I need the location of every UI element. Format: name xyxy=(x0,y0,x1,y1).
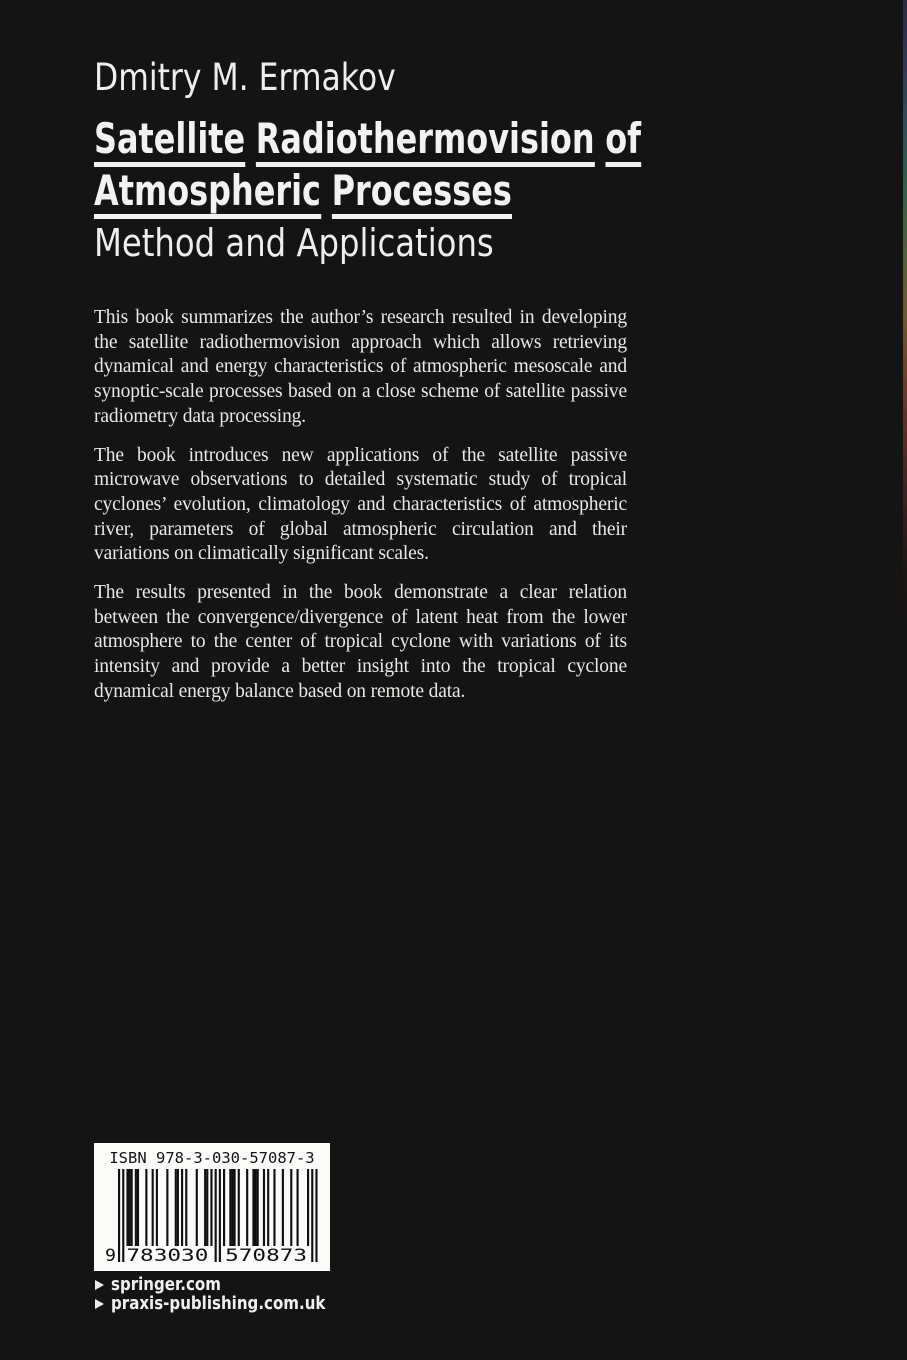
blurb-paragraph-2: The book introduces new applications of the satellite passive microwave observations to detailed systematic study of tropical cyclones’ evolution, climatology and characteristics of atmospheric river, parameters of global atmospheric circulation and their variations on climatically significant scales. xyxy=(94,444,627,565)
svg-text:9: 9 xyxy=(105,1246,116,1265)
publisher-link-praxis xyxy=(95,1294,360,1313)
title-line-2 xyxy=(94,166,652,218)
title-word: Satellite xyxy=(94,116,245,167)
publisher-link-label: springer.com xyxy=(111,1274,221,1295)
back-cover-blurb xyxy=(94,306,627,719)
barcode-bars xyxy=(104,1169,320,1265)
title-word: of xyxy=(605,116,641,167)
isbn-barcode-box xyxy=(94,1143,330,1271)
title-word: Atmospheric xyxy=(94,168,321,219)
svg-text:570873: 570873 xyxy=(225,1246,308,1265)
blurb-paragraph-1: This book summarizes the author’s research resulted in developing the satellite radiothermovision approach which allows retrieving dynamical and energy characteristics of atmospheric mesoscale and synoptic-scale processes based on a close scheme of satellite passive radiometry data processing. xyxy=(94,307,627,427)
book-title xyxy=(94,114,652,218)
arrow-icon xyxy=(95,1299,104,1309)
author-name: Dmitry M. Ermakov xyxy=(94,56,396,99)
publisher-link-springer xyxy=(95,1275,360,1294)
title-line-1 xyxy=(94,114,652,166)
arrow-icon xyxy=(95,1280,104,1290)
title-word: Processes xyxy=(332,168,512,219)
edge-color-strip xyxy=(903,0,907,640)
svg-text:783030: 783030 xyxy=(126,1246,209,1265)
publisher-links xyxy=(95,1275,360,1313)
isbn-label: ISBN 978-3-030-57087-3 xyxy=(109,1149,315,1167)
book-subtitle: Method and Applications xyxy=(94,221,494,265)
title-word: Radiothermovision xyxy=(256,116,595,167)
publisher-link-label: praxis-publishing.com.uk xyxy=(111,1293,326,1314)
blurb-paragraph-3: The results presented in the book demonstrate a clear relation between the convergence/divergence of latent heat from the lower atmosphere to the center of tropical cyclone with variations of its intensity and provide a better insight into the tropical cyclone dynamical energy balance based on remote data. xyxy=(94,582,627,702)
